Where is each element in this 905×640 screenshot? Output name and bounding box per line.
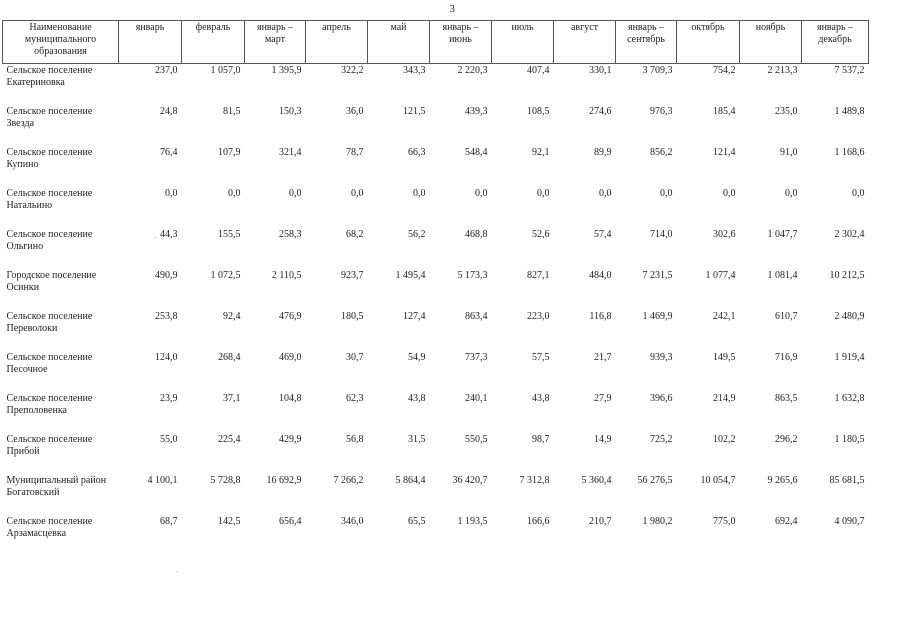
value-cell: 31,5 [408,434,426,445]
value-cell: 57,5 [532,352,550,363]
scan-mark: · [176,568,179,576]
value-cell: 43,8 [408,393,426,404]
municipality-name: Сельское поселение Преполовенка [6,393,93,416]
column-header: январь – март [245,21,306,64]
value-cell: 56,8 [346,434,364,445]
municipality-name: Сельское поселение Переволоки [6,311,93,334]
value-cell: 214,9 [713,393,736,404]
value-cell: 490,9 [155,270,178,281]
value-cell: 716,9 [775,352,798,363]
municipality-name: Муниципальный район Богатовский [6,475,107,498]
column-header: октябрь [677,21,740,64]
table-row [3,475,869,516]
column-header-name: Наименование муниципального образования [3,21,119,64]
value-cell: 0,0 [537,188,550,199]
value-cell: 302,6 [713,229,736,240]
value-cell: 30,7 [346,352,364,363]
municipality-name: Сельское поселение Ольгино [6,229,93,252]
value-cell: 396,6 [650,393,673,404]
value-cell: 124,0 [155,352,178,363]
value-cell: 863,5 [775,393,798,404]
value-cell: 36,0 [346,106,364,117]
value-cell: 150,3 [279,106,302,117]
value-cell: 692,4 [775,516,798,527]
value-cell: 68,2 [346,229,364,240]
value-cell: 91,0 [780,147,798,158]
value-cell: 81,5 [223,106,241,117]
value-cell: 775,0 [713,516,736,527]
value-cell: 23,9 [160,393,178,404]
value-cell: 469,0 [279,352,302,363]
value-cell: 1 193,5 [457,516,488,527]
value-cell: 57,4 [594,229,612,240]
value-cell: 1 632,8 [834,393,865,404]
value-cell: 142,5 [218,516,241,527]
value-cell: 1 077,4 [705,270,736,281]
value-cell: 0,0 [852,188,865,199]
value-cell: 85 681,5 [829,475,865,486]
municipality-name: Городское поселение Осинки [6,270,97,293]
value-cell: 36 420,7 [452,475,488,486]
value-cell: 656,4 [279,516,302,527]
table-row [3,106,869,147]
value-cell: 166,6 [527,516,550,527]
value-cell: 89,9 [594,147,612,158]
value-cell: 155,5 [218,229,241,240]
value-cell: 0,0 [351,188,364,199]
value-cell: 1 072,5 [210,270,241,281]
value-cell: 16 692,9 [266,475,302,486]
value-cell: 253,8 [155,311,178,322]
value-cell: 4 090,7 [834,516,865,527]
value-cell: 9 265,6 [767,475,798,486]
value-cell: 343,3 [403,65,426,76]
value-cell: 0,0 [599,188,612,199]
page-number: 3 [449,3,456,15]
value-cell: 827,1 [527,270,550,281]
value-cell: 1 180,5 [834,434,865,445]
value-cell: 121,5 [403,106,426,117]
value-cell: 439,3 [465,106,488,117]
column-header: ноябрь [740,21,802,64]
value-cell: 476,9 [279,311,302,322]
table-row [3,147,869,188]
value-cell: 43,8 [532,393,550,404]
value-cell: 24,8 [160,106,178,117]
value-cell: 66,3 [408,147,426,158]
value-cell: 0,0 [785,188,798,199]
value-cell: 976,3 [650,106,673,117]
value-cell: 923,7 [341,270,364,281]
value-cell: 149,5 [713,352,736,363]
table-row [3,393,869,434]
value-cell: 1 057,0 [210,65,241,76]
value-cell: 185,4 [713,106,736,117]
value-cell: 1 919,4 [834,352,865,363]
table-row [3,270,869,311]
value-cell: 98,7 [532,434,550,445]
value-cell: 44,3 [160,229,178,240]
value-cell: 21,7 [594,352,612,363]
table-body [3,64,869,558]
value-cell: 3 709,3 [642,65,673,76]
value-cell: 7 266,2 [333,475,364,486]
table-row [3,516,869,557]
value-cell: 108,5 [527,106,550,117]
value-cell: 1 469,9 [642,311,673,322]
value-cell: 116,8 [589,311,612,322]
value-cell: 2 213,3 [767,65,798,76]
value-cell: 2 302,4 [834,229,865,240]
value-cell: 52,6 [532,229,550,240]
value-cell: 856,2 [650,147,673,158]
value-cell: 68,7 [160,516,178,527]
value-cell: 10 212,5 [829,270,865,281]
value-cell: 121,4 [713,147,736,158]
value-cell: 429,9 [279,434,302,445]
column-header: апрель [306,21,368,64]
value-cell: 5 173,3 [457,270,488,281]
value-cell: 725,2 [650,434,673,445]
data-table [2,20,869,557]
value-cell: 14,9 [594,434,612,445]
value-cell: 5 360,4 [581,475,612,486]
column-header: июль [492,21,554,64]
value-cell: 0,0 [289,188,302,199]
municipality-name: Сельское поселение Екатериновка [6,65,93,88]
value-cell: 76,4 [160,147,178,158]
municipality-name: Сельское поселение Песочное [6,352,93,375]
value-cell: 939,3 [650,352,673,363]
value-cell: 484,0 [589,270,612,281]
value-cell: 92,4 [223,311,241,322]
table-row [3,352,869,393]
value-cell: 107,9 [218,147,241,158]
value-cell: 4 100,1 [147,475,178,486]
value-cell: 104,8 [279,393,302,404]
value-cell: 863,4 [465,311,488,322]
value-cell: 754,2 [713,65,736,76]
value-cell: 7 537,2 [834,65,865,76]
value-cell: 10 054,7 [700,475,736,486]
value-cell: 1 489,8 [834,106,865,117]
value-cell: 1 047,7 [767,229,798,240]
value-cell: 242,1 [713,311,736,322]
value-cell: 225,4 [218,434,241,445]
value-cell: 5 728,8 [210,475,241,486]
column-header: май [368,21,430,64]
municipality-name: Сельское поселение Натальино [6,188,93,211]
municipality-name: Сельское поселение Звезда [6,106,93,129]
value-cell: 2 110,5 [271,270,302,281]
value-cell: 2 480,9 [834,311,865,322]
table-row [3,311,869,352]
value-cell: 322,2 [341,65,364,76]
column-header: январь – декабрь [802,21,869,64]
value-cell: 62,3 [346,393,364,404]
value-cell: 1 081,4 [767,270,798,281]
scan-mark: · [154,234,157,242]
value-cell: 235,0 [775,106,798,117]
table-row [3,64,869,107]
value-cell: 127,4 [403,311,426,322]
municipality-name: Сельское поселение Прибой [6,434,93,457]
value-cell: 1 495,4 [395,270,426,281]
value-cell: 102,2 [713,434,736,445]
value-cell: 330,1 [589,65,612,76]
value-cell: 610,7 [775,311,798,322]
value-cell: 548,4 [465,147,488,158]
value-cell: 407,4 [527,65,550,76]
municipality-name: Сельское поселение Арзамасцевка [6,516,93,539]
municipality-name: Сельское поселение Купино [6,147,93,170]
value-cell: 0,0 [723,188,736,199]
value-cell: 1 395,9 [271,65,302,76]
value-cell: 37,1 [223,393,241,404]
value-cell: 1 168,6 [834,147,865,158]
value-cell: 1 980,2 [642,516,673,527]
column-header: январь [119,21,182,64]
column-header: январь – сентябрь [616,21,677,64]
value-cell: 237,0 [155,65,178,76]
table-row [3,188,869,229]
table-row [3,434,869,475]
value-cell: 56,2 [408,229,426,240]
header-row [3,21,869,64]
value-cell: 714,0 [650,229,673,240]
value-cell: 258,3 [279,229,302,240]
value-cell: 56 276,5 [637,475,673,486]
value-cell: 0,0 [660,188,673,199]
value-cell: 78,7 [346,147,364,158]
column-header: февраль [182,21,245,64]
value-cell: 54,9 [408,352,426,363]
value-cell: 223,0 [527,311,550,322]
value-cell: 210,7 [589,516,612,527]
table-row [3,229,869,270]
value-cell: 180,5 [341,311,364,322]
value-cell: 55,0 [160,434,178,445]
value-cell: 321,4 [279,147,302,158]
value-cell: 296,2 [775,434,798,445]
value-cell: 92,1 [532,147,550,158]
value-cell: 737,3 [465,352,488,363]
column-header: январь – июнь [430,21,492,64]
value-cell: 0,0 [228,188,241,199]
value-cell: 274,6 [589,106,612,117]
value-cell: 468,8 [465,229,488,240]
value-cell: 550,5 [465,434,488,445]
value-cell: 65,5 [408,516,426,527]
value-cell: 2 220,3 [457,65,488,76]
column-header: август [554,21,616,64]
value-cell: 7 231,5 [642,270,673,281]
value-cell: 0,0 [413,188,426,199]
value-cell: 346,0 [341,516,364,527]
value-cell: 27,9 [594,393,612,404]
value-cell: 268,4 [218,352,241,363]
value-cell: 0,0 [165,188,178,199]
value-cell: 5 864,4 [395,475,426,486]
value-cell: 0,0 [475,188,488,199]
value-cell: 240,1 [465,393,488,404]
value-cell: 7 312,8 [519,475,550,486]
